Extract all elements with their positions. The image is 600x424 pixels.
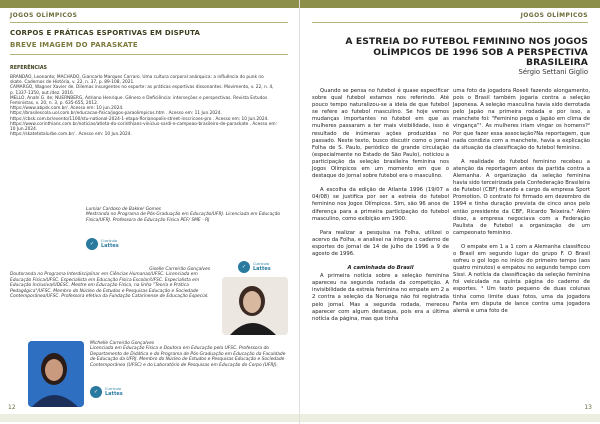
reference-item: https://cbsk.com.br/evento/1100/stu-national-2024-1-etapa-florianopolis-street-inscricoes-pro . Acesso em: 10 Jun.2024. (10, 116, 269, 122)
bottom-band-right (300, 414, 600, 422)
bio-text: Doutoranda no Programa Interdisciplinar em Ciências Humanas/UFSC. Licenciada em Educação Física/UFSC. Especialista em Educação Física Escolar/UFSC. Especialista em Educação Inclusiva/UDESC. Mestre em Educação Física, na linha "Teoria e Prática Pedagógica"/UFSC. Membro do Núcleo de Estudos e Pesquisas Educação e Sociedade Contemporânea/UFSC. Professora efetiva da Fundação Catarinense de Educação Especial. (10, 272, 209, 300)
lattes-icon: ✓ (90, 386, 102, 398)
lattes-label: Currículo Lattes (105, 386, 123, 397)
bottom-band-left (0, 414, 300, 422)
bio-name: Lumiar Cardoso de Bakker Gomes (86, 207, 161, 212)
lattes-label: Currículo Lattes (253, 261, 271, 272)
running-head-right: JOGOS OLÍMPICOS (520, 12, 588, 19)
paragraph: A primeira notícia sobre a seleção feminina apareceu na segunda rodada da competição. A invisibilidade da estreia feminina no empate em 2 a 2 contra a seleção da Noruega não foi registrada pelo jornal. Mas a segunda rodada, mereceu aparecer com algum destaque, pois era a última notícia da página, mas que tinha (312, 273, 449, 322)
reference-item: CAMARGO, Wagner Xavier de. Dilemas insurgentes no esporte: as práticas esportivas dissonantes. Movimento, v. 22, n. 4, p. 1337-1350, out./dez. 2016. (10, 85, 274, 96)
top-color-band (300, 0, 600, 8)
reference-item: BRANDÃO, Leonardo; MACHADO, Giancarlo Marques Carraro. Uma cultura corporal anárquica: a influência do punk no skate. Cadernos de História, v. 22, n. 37, p. 89-108, 2021. (10, 75, 264, 86)
reference-item: MELLO, Anahí G. de; NUERNBERG, Adriano Henrique. Gênero e Deficiência: interseções e perspectivas. Revista Estudos Feministas, v. 20, n. 3, p. 635-655, 2012. (10, 95, 268, 107)
subheading: A caminhada do Brasil (347, 265, 414, 272)
author-photo-giselle (222, 277, 288, 335)
section-title: CORPOS E PRÁTICAS ESPORTIVAS EM DISPUTA (10, 29, 201, 37)
article-column-1 (312, 88, 449, 330)
references-list (10, 75, 278, 137)
reference-item: https://brasilescola.uol.com.br/educacao-fisica/jogos-paraolimpicos.htm . Acesso em: 11 Jun.2024. (10, 111, 222, 117)
portrait-image (222, 277, 288, 335)
references-heading: REFERÊNCIAS (10, 66, 47, 71)
bio-text: Mestranda no Programa de Pós-Graduação em Educação/UFRJ. Licenciada em Educação Física/UFRJ. Professora de Educação Física PEF/ SME - RJ (86, 212, 281, 223)
lattes-icon: ✓ (86, 238, 98, 250)
article-column-2 (453, 88, 590, 322)
article-title: A ESTREIA DO FUTEBOL FEMININO NOS JOGOS OLÍMPICOS DE 1996 SOB A PERSPECTIVA BRASILEIRA (345, 36, 588, 69)
reference-item: https://skatetotalurbe.com.br/ . Acesso em: 10 Jun.2024. (10, 132, 132, 138)
lattes-link-lumiar[interactable] (86, 238, 119, 250)
lattes-link-giselle[interactable] (238, 261, 271, 273)
header-rule (10, 22, 288, 23)
paragraph: A escolha da edição de Atlanta 1996 (19/07 a 04/08) se justifica por ser a estreia do futebol feminino nos Jogos Olímpicos. Sim, são 96 anos de diferença para a primeira participação do futebol masculino, como exibição em 1900. (312, 187, 449, 222)
paragraph: Quando se pensa no futebol é quase especificar sobre qual futebol estamos nos referindo. Até pouco tempo naturalizou-se a ideia de que futebol se refere ao futebol masculino. Se hoje vemos mudanças importantes no futebol em que as mulheres passaram a ter mais visibilidade, isso é resultado de inúmeras ações produzidas no passado. Neste texto, busco discutir como o jornal Folha de S. Paulo, periódico de grande circulação (especialmente no Estado de São Paulo), noticiou a participação da seleção brasileira feminina nos Jogos Olímpicos em um momento em que o destaque do jornal sobre futebol era o masculino. (312, 88, 449, 180)
lattes-link-michelle[interactable] (90, 386, 123, 398)
page-number-right: 13 (584, 404, 592, 411)
bio-name: Michelle Carreirão Gonçalves (90, 341, 155, 346)
portrait-image (28, 341, 84, 407)
bio-giselle (10, 267, 210, 299)
bio-lumiar (86, 207, 286, 223)
reference-item: https://www.abpsk.com.br/. Acesso em: 10 jun.2024. (10, 106, 124, 112)
lattes-icon: ✓ (238, 261, 250, 273)
right-page (300, 0, 600, 424)
page-number-left: 12 (8, 404, 16, 411)
bio-michelle (90, 341, 290, 368)
bio-name: Giselle Carreirão Gonçalves (149, 267, 210, 272)
reference-item: https://www.corinthians.com.br/noticias/atleta-do-corinthians-vinicius-sardi-e-campeao-brasileiro-de-paraskate . Acesso em: 10 Jun.2024. (10, 121, 277, 133)
section-subtitle: BREVE IMAGEM DO PARASKATE (10, 41, 138, 49)
lattes-label: Currículo Lattes (101, 238, 119, 249)
section-rule (10, 54, 288, 55)
paragraph: O empate em 1 a 1 com a Alemanha classificou o Brasil em segundo lugar do grupo F. O Brasil sofreu o gol logo no início do primeiro tempo (aos quatro minutos) e empatou no segundo tempo com Sissi. A notícia da classificação da seleção feminina foi veiculada na quinta página do caderno de esportes. ⁴ Um texto pequeno de duas colunas tinha como limite duas fotos, uma da jogadora Fanta em disputa de lance contra uma jogadora alemã e uma foto de (453, 243, 590, 314)
article-author: Sérgio Settani Giglio (518, 68, 588, 76)
author-photo-michelle (28, 341, 84, 407)
bio-text: Licenciada em Educação Física e Doutora em Educação pela UFSC. Professora do Departamento de Didática e do Programa de Pós-Graduação em Educação da Faculdade de Educação da UFRJ. Membro do Núcleo de Estudos e Pesquisas Educação e Sociedade Contemporânea (UFSC) e do Laboratório de Pesquisas em Educação do Corpo (UFRJ). (90, 346, 286, 368)
paragraph: uma foto da jogadora Roseli fazendo alongamento, pois o Brasil também jogaria contra a seleção Japonesa. A seleção masculina havia sido derrotada pelo Japão na primeira rodada e por isso, a manchete foi: "Feminino pega o Japão em clima de vingança"¹. As mulheres iriam vingar os homens?² Por que fazer essa associação?Na reportagem, que nada condizia com a manchete, havia a explicação da situação da classificação do futebol feminino. (453, 88, 590, 151)
header-rule (312, 22, 588, 23)
running-head-left: JOGOS OLÍMPICOS (10, 12, 78, 19)
paragraph: Para realizar a pesquisa na Folha, utilizei o acervo da Folha, e analisei na íntegra o caderno de esportes do jornal de 14 de julho de 1996 a 9 de agosto de 1996. (312, 229, 449, 257)
paragraph: A realidade do futebol feminino recebeu a atenção da reportagem antes da partida contra a Alemanha. A organização da seleção feminina havia sido terceirizada pela Confederação Brasileira de Futebol (CBF) ficando a cargo da empresa Sport Promotion. O contrato foi firmado em dezembro de 1994 e tinha duração prevista de cinco anos pelo então presidente da CBF, Ricardo Teixeira.³ Além disso, a empresa negociava com a Federação Paulista de Futebol a organização de um campeonato feminino. (453, 158, 590, 236)
top-color-band (0, 0, 300, 8)
